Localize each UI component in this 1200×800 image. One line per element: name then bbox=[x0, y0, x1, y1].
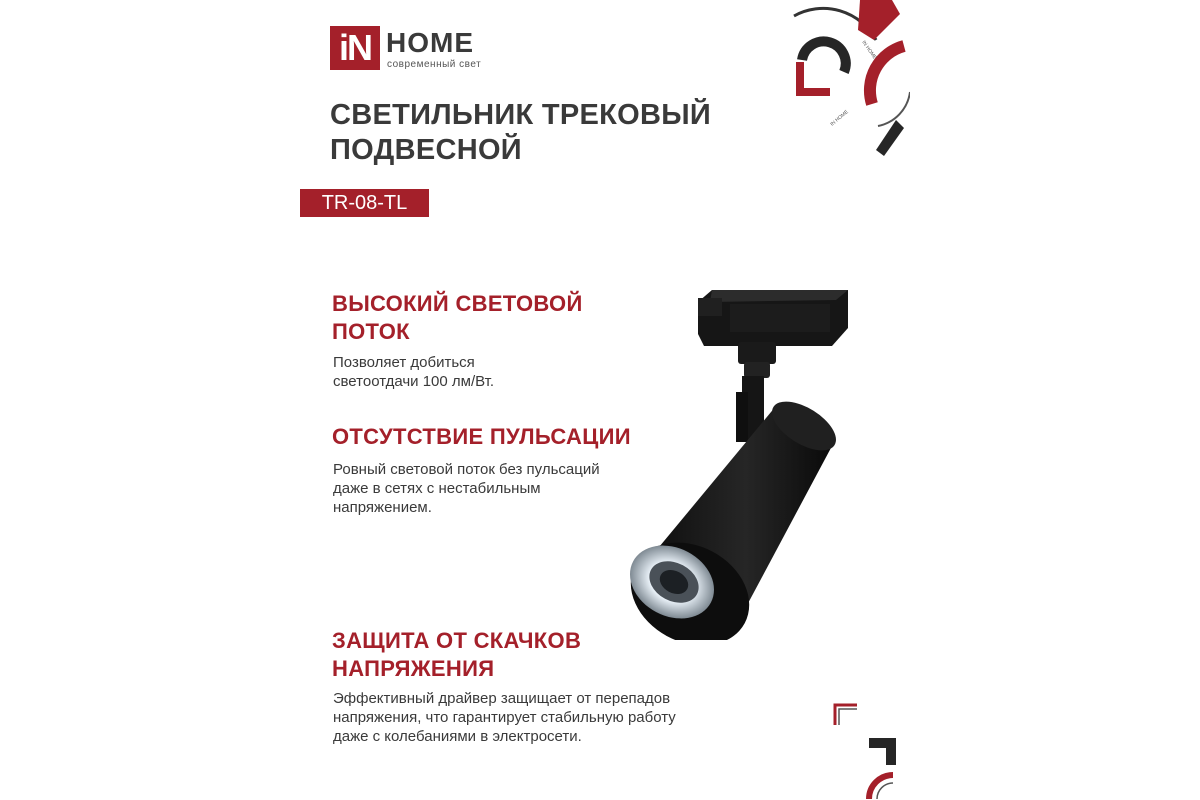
title-line-2: ПОДВЕСНОЙ bbox=[330, 134, 522, 166]
feature-2-text-line-1: Ровный световой поток без пульсаций bbox=[333, 461, 600, 478]
decor-top bbox=[780, 0, 910, 160]
feature-2-text-line-2: даже в сетях с нестабильным bbox=[333, 480, 541, 497]
decor-red-bar bbox=[858, 0, 900, 40]
feature-1-heading-line-2: ПОТОК bbox=[332, 319, 410, 344]
decor-thin-corner bbox=[839, 709, 857, 725]
track-light-image bbox=[600, 280, 860, 640]
track-adapter bbox=[698, 290, 848, 346]
decor-dark-arc bbox=[802, 41, 846, 72]
feature-3-text-line-3: даже с колебаниями в электросети. bbox=[333, 728, 582, 745]
model-badge: TR-08-TL bbox=[300, 189, 429, 217]
feature-3-text-line-1: Эффективный драйвер защищает от перепадов bbox=[333, 690, 671, 707]
decor-bottom-red-arc bbox=[869, 775, 893, 799]
feature-1-heading bbox=[332, 290, 632, 346]
brand-logo bbox=[330, 26, 490, 72]
decor-bottom-thin-arc bbox=[877, 783, 893, 799]
feature-2-heading-line-1: ОТСУТСТВИЕ ПУЛЬСАЦИИ bbox=[332, 424, 631, 449]
feature-1-heading-line-1: ВЫСОКИЙ СВЕТОВОЙ bbox=[332, 291, 583, 316]
decor-label: IN HOME bbox=[829, 109, 850, 128]
feature-3-text-line-2: напряжения, что гарантирует стабильную работу bbox=[333, 709, 676, 726]
feature-2-text-line-3: напряжением. bbox=[333, 499, 432, 516]
decor-bottom bbox=[825, 695, 905, 800]
decor-red-bracket bbox=[800, 62, 830, 92]
feature-3-text bbox=[333, 689, 753, 746]
decor-thin-arc bbox=[878, 92, 910, 126]
product-title bbox=[330, 98, 750, 168]
feature-1-text-line-2: светоотдачи 100 лм/Вт. bbox=[333, 373, 495, 390]
decor-label-2: IN HOME bbox=[860, 39, 878, 61]
logo-word: HOME bbox=[386, 27, 474, 58]
feature-1-text-line-1: Позволяет добиться bbox=[333, 354, 475, 371]
feature-3-heading-line-2: НАПРЯЖЕНИЯ bbox=[332, 656, 495, 681]
feature-3-heading bbox=[332, 627, 632, 683]
feature-3-heading-line-1: ЗАЩИТА ОТ СКАЧКОВ bbox=[332, 628, 582, 653]
title-line-1: СВЕТИЛЬНИК ТРЕКОВЫЙ bbox=[330, 99, 712, 131]
logo-mark: iN bbox=[330, 26, 380, 70]
decor-dark-corner bbox=[869, 743, 891, 765]
logo-tagline: современный свет bbox=[387, 59, 482, 70]
